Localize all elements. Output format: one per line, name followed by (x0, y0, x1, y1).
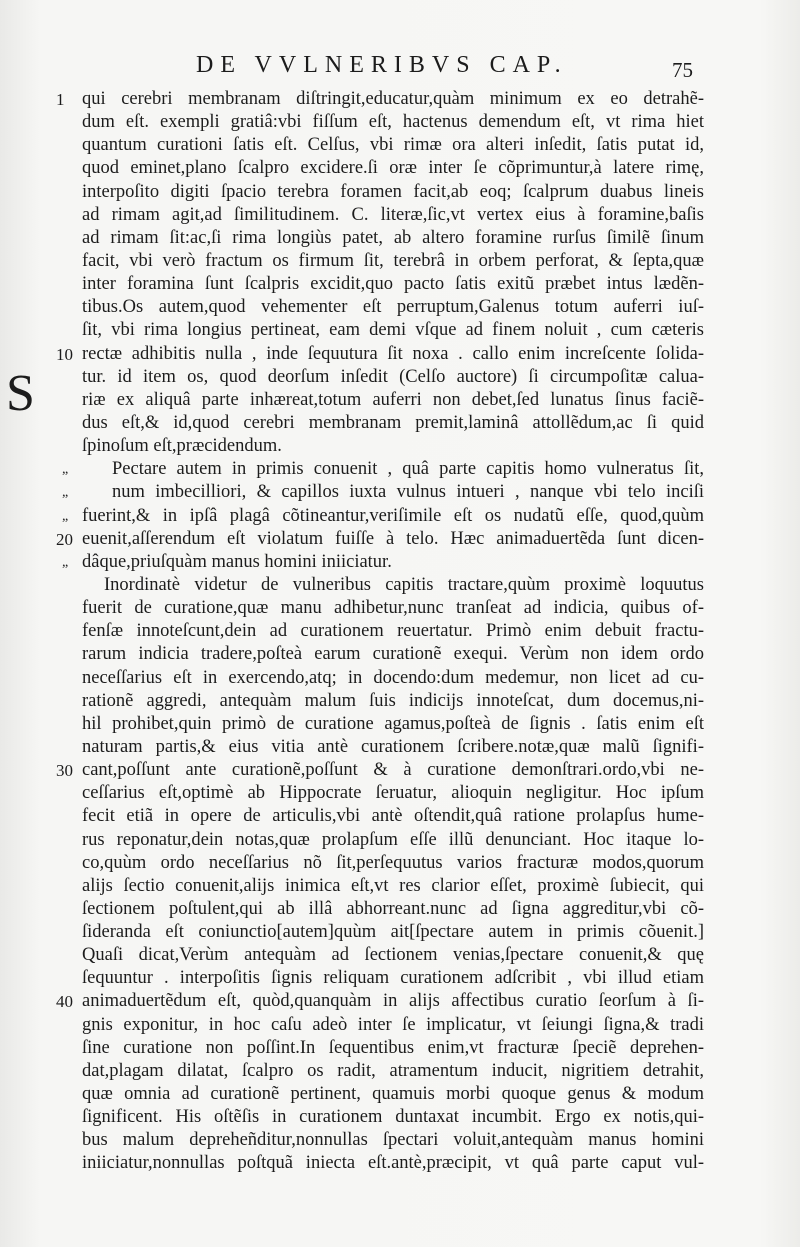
line-text: num imbecilliori, & capillos iuxta vulnus intueri , nanque vbi telo inciſi (112, 482, 704, 503)
line-text: iniiciatur,nonnullas poſtquã iniecta eſt.antè,præcipit, vt quâ parte caput vul- (82, 1153, 704, 1174)
text-line (82, 597, 704, 620)
text-line (82, 435, 704, 458)
line-text: fecit etiã in opere de articulis,vbi antè oſtendit,quâ ratione prolapſus hume- (82, 806, 704, 827)
text-line (56, 343, 704, 366)
text-line (82, 620, 704, 643)
line-text: interpoſito digiti ſpacio terebra foramen facit,ab eoq; ſcalprum duabus lineis (82, 181, 704, 202)
marginal-quote-mark: „ (62, 462, 69, 478)
text-line (82, 944, 704, 967)
text-line (82, 1014, 704, 1037)
text-line (82, 111, 704, 134)
line-text: ſignificent. His oſtẽſis in curationem duntaxat incumbit. Ergo ex notis,qui- (82, 1107, 704, 1128)
line-text: ſectionem poſtulent,qui ab illâ abhorreant.nunc ad ſigna aggreditur,vbi cõ- (82, 898, 704, 919)
text-line (82, 875, 704, 898)
line-text: inter foramina ſunt ſcalpris excidit,quo pacto ſatis exitũ præbet intus lædẽn- (82, 274, 704, 295)
line-text: rarum indicia tradere,poſteà earum curationẽ exequi. Verùm non idem ordo (82, 644, 704, 665)
text-line (82, 250, 704, 273)
text-line (82, 690, 704, 713)
text-line (82, 782, 704, 805)
line-text: dus eſt,& id,quod cerebri membranam premit,laminâ attollẽdum,ac ſi quid (82, 412, 704, 433)
text-line (82, 967, 704, 990)
text-line (82, 181, 704, 204)
line-number: 10 (56, 344, 73, 364)
line-number: 40 (56, 992, 73, 1012)
text-line (82, 921, 704, 944)
text-line (82, 1129, 704, 1152)
text-line (62, 481, 704, 504)
text-line (82, 412, 704, 435)
line-text: dâque,priuſquàm manus homini iniiciatur. (82, 551, 392, 572)
line-text: rationẽ aggredi, antequàm malum ſuis indicijs innoteſcat, dum docemus,ni- (82, 690, 704, 711)
marginal-quote-mark: „ (62, 485, 69, 501)
line-text: fuerit de curatione,quæ manu adhibetur,nunc tranſeat ad indicia, quibus of- (82, 598, 704, 619)
text-line (82, 296, 704, 319)
line-text: dum eſt. exempli gratiâ:vbi fiſſum eſt, hactenus demendum eſt, vt rima hiet (82, 112, 704, 133)
text-line (62, 551, 704, 574)
line-text: ſequuntur . interpoſitis ſignis reliquam curationem adſcribit , vbi illud etiam (82, 968, 704, 989)
line-text: dat,plagam dilatat, ſcalpro os radit, atramentum inducit, nigritiem detrahit, (82, 1060, 704, 1081)
text-line (56, 528, 704, 551)
line-text: gnis exponitur, in hoc caſu adeò inter ſe implicatur, vt ſeiungi ſigna,& tradi (82, 1014, 704, 1035)
line-text: rectæ adhibitis nulla , inde ſequutura ſit noxa . callo enim increſcente ſolida- (82, 343, 704, 364)
text-line (82, 366, 704, 389)
line-text: euenit,aſſerendum eſt violatum fuiſſe à telo. Hæc animaduertẽda ſunt dicen- (82, 528, 704, 549)
drop-cap-initial: S (6, 365, 35, 422)
text-line (82, 204, 704, 227)
line-text: animaduertẽdum eſt, quòd,quanquàm in alijs affectibus curatio ſeorſum à ſi- (82, 991, 704, 1012)
text-line (56, 88, 704, 111)
text-line (56, 759, 704, 782)
line-number: 1 (56, 90, 65, 109)
line-text: Inordinatè videtur de vulneribus capitis tractare,quùm proximè loquutus (104, 574, 704, 595)
line-text: facit, vbi verò fractum os firmum ſit, terebrâ in orbem perforat, & ſepta,quæ (82, 250, 704, 271)
line-text: quod eminet,plano ſcalpro excidere.ſi oræ inter ſe cõprimuntur,à latere rimę, (82, 158, 704, 179)
line-text: neceſſarius eſt in exercendo,atq; in docendo:dum medemur, non licet ad cu- (82, 667, 704, 688)
line-text: cant,poſſunt ante curationẽ,poſſunt & à curatione demonſtrari.ordo,vbi ne- (82, 760, 704, 781)
marginal-quote-mark: „ (62, 554, 69, 570)
text-line (82, 852, 704, 875)
line-number: 20 (56, 529, 73, 549)
text-line (56, 990, 704, 1013)
text-line (82, 389, 704, 412)
text-line (82, 1060, 704, 1083)
text-line (82, 667, 704, 690)
text-line (82, 643, 704, 666)
text-line (82, 574, 704, 597)
text-line (82, 898, 704, 921)
text-line (62, 505, 704, 528)
text-line (82, 319, 704, 342)
line-number: 30 (56, 761, 73, 781)
line-text: ſine curatione non poſſint.In ſequentibus enim,vt fracturæ ſpeciẽ deprehen- (82, 1037, 704, 1058)
line-text: ad rimam agit,ad ſimilitudinem. C. literæ,ſic,vt vertex eius à foramine,baſis (82, 204, 704, 225)
text-line (82, 1106, 704, 1129)
running-head: DE VVLNERIBVS CAP. (196, 52, 568, 78)
text-line (82, 134, 704, 157)
text-line (82, 157, 704, 180)
line-text: ſit, vbi rima longius pertineat, eam demi vſque ad finem noluit , cum cæteris (82, 320, 704, 341)
text-line (62, 458, 704, 481)
line-text: quantum curationi ſatis eſt. Celſus, vbi rimæ ora alteri inſedit, ſatis putat id, (82, 135, 704, 156)
line-text: co,quùm ordo neceſſarius nõ ſit,perſequutus varios fracturæ modos,quorum (82, 852, 704, 873)
line-text: ad rimam ſit:ac,ſi rima longiùs patet, ab altero foramine rurſus ſimilẽ ſinum (82, 227, 704, 248)
text-line (82, 713, 704, 736)
line-text: ſpinoſum eſt,præcidendum. (82, 436, 282, 457)
line-text: fuerint,& in ipſâ plagâ cõtineantur,veriſimile eſt os nudatũ eſſe, quod,quùm (82, 505, 704, 526)
line-text: alijs ſectio conuenit,alijs inimica eſt,vt res clarior eſſet, proximè ſubiecit, qui (82, 875, 704, 896)
text-line (82, 1037, 704, 1060)
line-text: qui cerebri membranam diſtringit,educatur,quàm minimum ex eo detrahẽ- (82, 89, 704, 109)
text-line (82, 805, 704, 828)
text-line (82, 273, 704, 296)
body-text (56, 88, 722, 1176)
text-line (82, 736, 704, 759)
marginal-quote-mark: „ (62, 508, 69, 524)
line-text: riæ ex aliquâ parte inhæreat,totum auferri non debet,ſed lunatus ſinus faciẽ- (82, 389, 704, 410)
line-text: Pectare autem in primis conuenit , quâ parte capitis homo vulneratus ſit, (112, 459, 704, 480)
line-text: fenſæ innoteſcunt,dein ad curationem reuertatur. Primò enim debuit fractu- (82, 621, 704, 642)
line-text: bus malum depreheñditur,nonnullas ſpectari voluit,antequàm manus homini (82, 1130, 704, 1151)
line-text: Quaſi dicat,Verùm antequàm ad ſectionem venias,ſpectare conuenit,& quę (82, 945, 704, 966)
line-text: ceſſarius eſt,optimè ab Hippocrate ſeruatur, alioquin negligitur. Hoc ipſum (82, 783, 704, 804)
text-line (82, 829, 704, 852)
text-line (82, 227, 704, 250)
text-line (82, 1152, 704, 1175)
line-text: tur. id item os, quod deorſum inſedit (Celſo auctore) ſi circumpoſitæ calua- (82, 366, 704, 387)
line-text: ſideranda eſt coniunctio[autem]quùm ait[ſpectare autem in primis cõuenit.] (82, 922, 704, 943)
line-text: tibus.Os autem,quod vehementer eſt perruptum,Galenus totum auferri iuſ- (82, 297, 704, 318)
line-text: quæ omnia ad curationẽ pertinent, quamuis morbi quoque genus & modum (82, 1084, 704, 1105)
text-line (82, 1083, 704, 1106)
line-text: naturam partis,& eius vitia antè curationem ſcribere.notæ,quæ malũ ſignifi- (82, 736, 704, 757)
line-text: hil prohibet,quin primò de curatione agamus,poſteà de ſignis . ſatis enim eſt (82, 713, 704, 734)
page-number: 75 (672, 58, 693, 82)
line-text: rus reponatur,dein notas,quæ prolapſum eſſe illũ denunciant. Hoc itaque lo- (82, 829, 704, 850)
